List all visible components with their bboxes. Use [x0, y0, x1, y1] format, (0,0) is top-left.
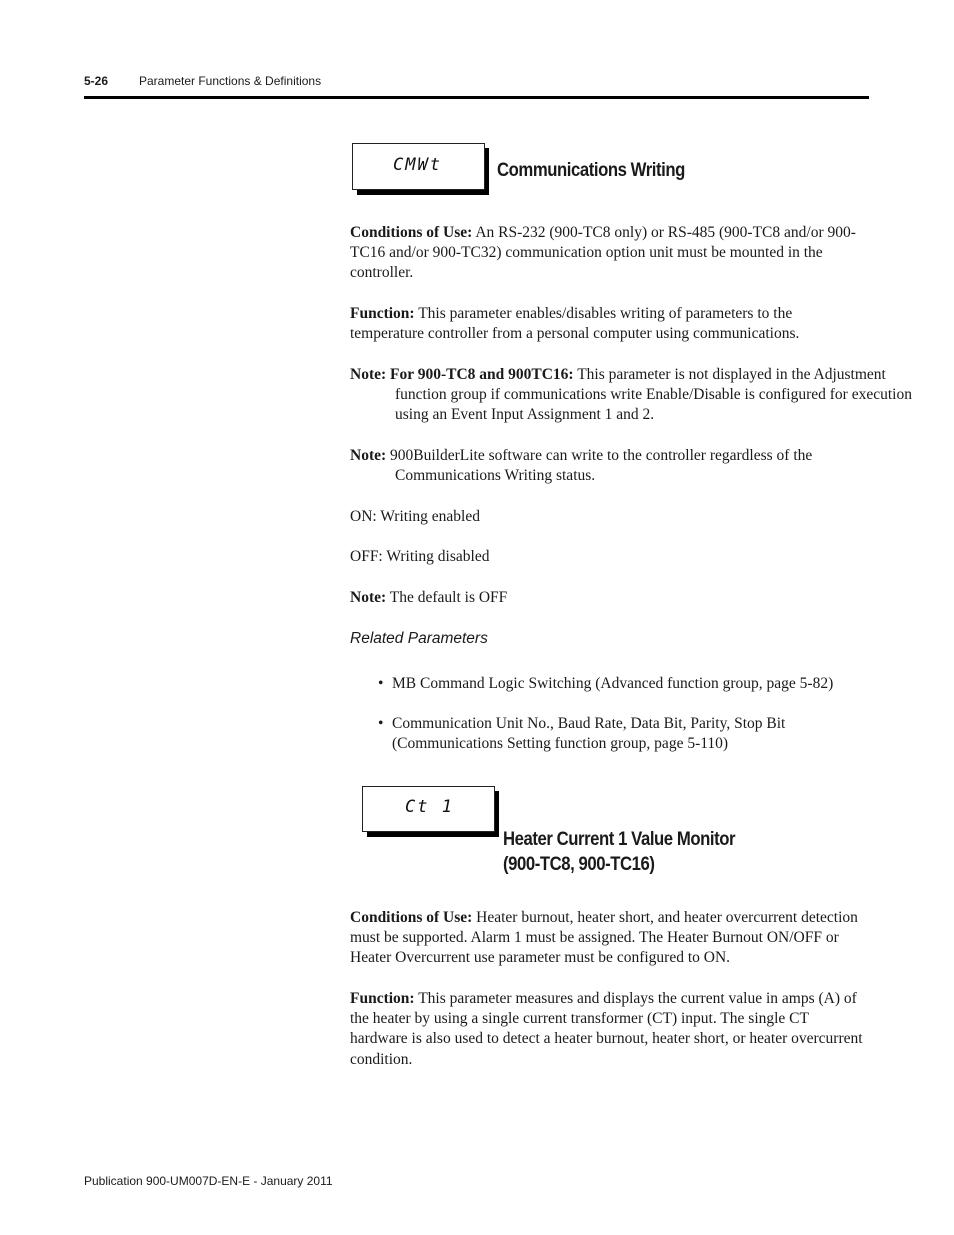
function-text: This parameter enables/disables writing of parameters to the temperature controller from a personal computer using communications. — [350, 305, 800, 343]
parameter-display-cmwt — [352, 143, 485, 190]
header-rule — [84, 96, 869, 99]
related-parameters-heading: Related Parameters — [350, 630, 488, 647]
conditions-label: Conditions of Use: — [350, 224, 473, 241]
conditions-label: Conditions of Use: — [350, 909, 473, 926]
list-item-text: MB Command Logic Switching (Advanced function group, page 5-82) — [392, 675, 834, 692]
function-text: This parameter measures and displays the current value in amps (A) of the heater by using a single current transformer (CT) input. The single CT hardware is also used to detect a heater burnout, heater short, or heater overcurrent condition. — [350, 990, 863, 1068]
on-setting: ON: Writing enabled — [350, 508, 480, 525]
conditions-of-use — [350, 223, 870, 284]
list-item — [378, 714, 868, 754]
parameter-display-ct1 — [362, 786, 495, 832]
list-item-text: Communication Unit No., Baud Rate, Data Bit, Parity, Stop Bit (Communications Setting function group, page 5-110) — [392, 715, 786, 753]
display-code: Ct 1 — [405, 797, 454, 817]
list-item — [378, 674, 868, 694]
note-default — [350, 588, 870, 608]
title-line-1: Heater Current 1 Value Monitor — [503, 829, 736, 850]
section-title-communications-writing: Communications Writing — [497, 160, 685, 181]
publication-footer: Publication 900-UM007D-EN-E - January 2011 — [84, 1174, 333, 1188]
display-code: CMWt — [393, 155, 442, 175]
off-setting: OFF: Writing disabled — [350, 548, 490, 565]
function-label: Function: — [350, 990, 415, 1007]
title-line-2: (900-TC8, 900-TC16) — [503, 854, 655, 875]
conditions-text: Heater burnout, heater short, and heater overcurrent detection must be supported. Alarm 1 must be assigned. The Heater Burnout ON/OFF or Heater Overcurrent use parameter must be configured to ON. — [350, 909, 858, 967]
function-label: Function: — [350, 305, 415, 322]
note-label: Note: — [350, 447, 387, 464]
running-header-title: Parameter Functions & Definitions — [139, 74, 322, 88]
note-label: Note: For 900-TC8 and 900TC16: — [350, 366, 574, 383]
bullet-icon: • — [378, 715, 384, 732]
note-builderlite — [350, 446, 915, 486]
note-text: The default is OFF — [386, 589, 508, 606]
conditions-text: An RS-232 (900-TC8 only) or RS-485 (900-TC8 and/or 900-TC16 and/or 900-TC32) communication option unit must be mounted in the controller. — [350, 224, 856, 282]
page-number: 5-26 — [84, 74, 109, 88]
function-paragraph — [350, 989, 870, 1070]
note-tc8-tc16 — [350, 365, 915, 426]
function-paragraph — [350, 304, 870, 344]
note-text: 900BuilderLite software can write to the controller regardless of the Communications Writing status. — [386, 447, 813, 485]
conditions-of-use — [350, 908, 870, 969]
note-label: Note: — [350, 589, 387, 606]
note-text: This parameter is not displayed in the Adjustment function group if communications write Enable/Disable is configured for execution using an Event Input Assignment 1 and 2. — [395, 366, 912, 424]
bullet-icon: • — [378, 675, 384, 692]
section-title-heater-current — [503, 827, 735, 877]
